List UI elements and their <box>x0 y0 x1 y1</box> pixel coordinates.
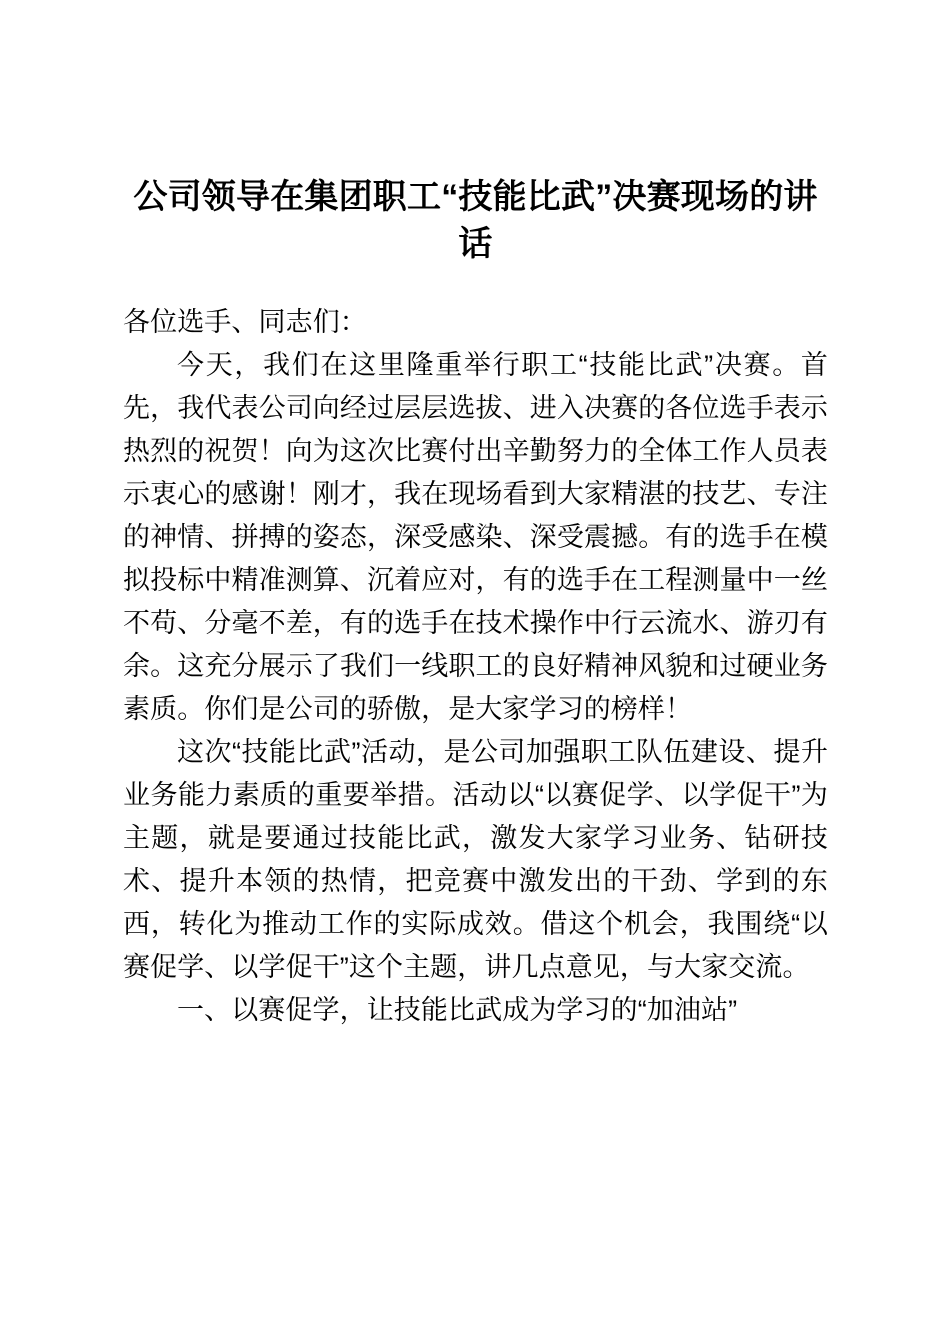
page-title: 公司领导在集团职工“技能比武”决赛现场的讲话 <box>133 178 818 263</box>
salutation-line: 各位选手、同志们： <box>123 307 367 337</box>
section-heading-1: 一、以赛促学，让技能比武成为学习的“加油站” <box>177 995 738 1025</box>
body-paragraph-1: 今天，我们在这里隆重举行职工“技能比武”决赛。首先，我代表公司向经过层层选拔、进入决赛的各位选手表示热烈的祝贺！向为这次比赛付出辛勤努力的全体工作人员表示衷心的感谢！刚才，我在现场看到大家精湛的技艺、专注的神情、拼搏的姿态，深受感染、深受震撼。有的选手在模拟投标中精准测算、沉着应对，有的选手在工程测量中一丝不苟、分毫不差，有的选手在技术操作中行云流水、游刃有余。这充分展示了我们一线职工的良好精神风貌和过硬业务素质。你们是公司的骄傲，是大家学习的榜样！ <box>123 350 828 724</box>
document-body <box>123 0 828 1032</box>
body-paragraph-2: 这次“技能比武”活动，是公司加强职工队伍建设、提升业务能力素质的重要举措。活动以“以赛促学、以学促干”为主题，就是要通过技能比武，激发大家学习业务、钻研技术、提升本领的热情，把竞赛中激发出的干劲、学到的东西，转化为推动工作的实际成效。借这个机会，我围绕“以赛促学、以学促干”这个主题，讲几点意见，与大家交流。 <box>123 737 828 982</box>
